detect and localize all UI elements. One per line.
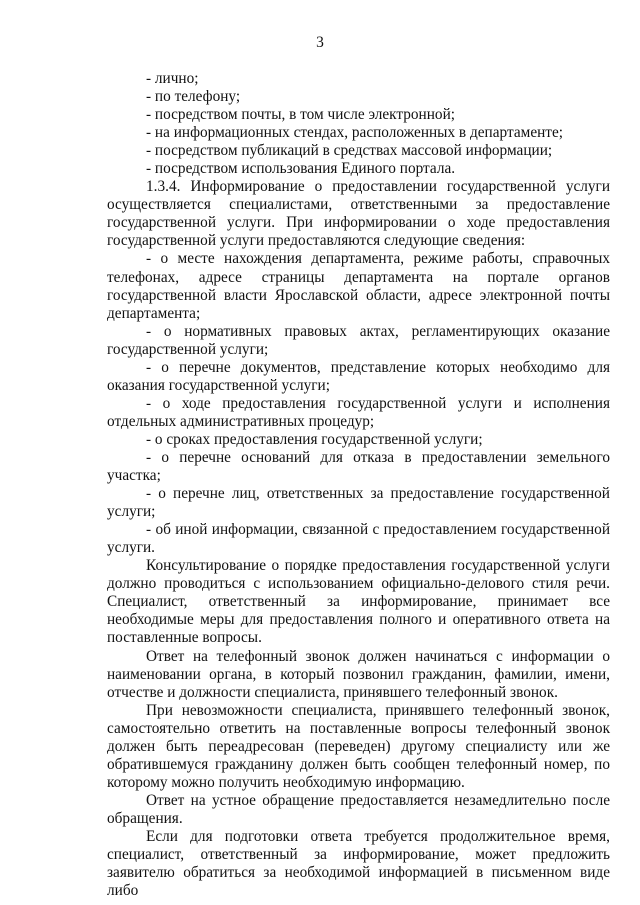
info-item-deadlines: - о сроках предоставления государственной услуги;	[146, 430, 483, 448]
list-item-by-phone: - по телефону;	[146, 88, 241, 106]
phone-answer-paragraph: Ответ на телефонный звонок должен начинаться с информации о наименовании органа, в который позвонил гражданин, фамилии, имени, отчестве и должности специалиста, принявшего телефонный звонок.	[107, 647, 610, 701]
call-redirect-paragraph: При невозможности специалиста, принявшего телефонный звонок, самостоятельно ответить на поставленные вопросы телефонный звонок должен быть переадресован (переведен) другому специалисту или же обратившемуся гражданину должен быть сообщен телефонный номер, по которому можно получить необходимую информацию.	[107, 701, 610, 791]
list-item-unified-portal: - посредством использования Единого портала.	[146, 160, 456, 178]
page-number: 3	[316, 34, 324, 51]
info-item-documents: - о перечне документов, представление которых необходимо для оказания государственной услуги;	[107, 358, 610, 394]
long-preparation-paragraph: Если для подготовки ответа требуется продолжительное время, специалист, ответственный за информирование, может предложить заявителю обратиться за необходимой информацией в письменном виде либо	[107, 827, 610, 900]
section-1-3-4-paragraph: 1.3.4. Информирование о предоставлении государственной услуги осуществляется специалистами, ответственными за предоставление государственной услуги. При информировании о ходе предоставления государственной услуги предоставляются следующие сведения:	[107, 178, 610, 250]
document-body	[107, 70, 610, 900]
info-item-progress: - о ходе предоставления государственной услуги и исполнения отдельных административных процедур;	[107, 394, 610, 430]
list-item-mass-media: - посредством публикаций в средствах массовой информации;	[146, 142, 553, 160]
list-item-by-mail: - посредством почты, в том числе электронной;	[146, 106, 456, 124]
info-item-refusal-grounds: - о перечне оснований для отказа в предоставлении земельного участка;	[107, 448, 610, 485]
list-item-in-person: - лично;	[146, 70, 199, 87]
oral-request-paragraph: Ответ на устное обращение предоставляется незамедлительно после обращения.	[107, 791, 610, 827]
info-item-responsible-persons: - о перечне лиц, ответственных за предоставление государственной услуги;	[107, 485, 610, 521]
consultation-paragraph: Консультирование о порядке предоставления государственной услуги должно проводиться с использованием официально-делового стиля речи. Специалист, ответственный за информирование, принимает все необходимые меры для предоставления полного и оперативного ответа на поставленные вопросы.	[107, 557, 610, 647]
info-item-other: - об иной информации, связанной с предоставлением государственной услуги.	[107, 521, 610, 557]
list-item-info-stands: - на информационных стендах, расположенных в департаменте;	[146, 124, 564, 142]
info-item-location: - о месте нахождения департамента, режиме работы, справочных телефонах, адресе страницы департамента на портале органов государственной власти Ярославской области, адресе электронной почты департамента;	[107, 250, 610, 322]
info-item-legal-acts: - о нормативных правовых актах, регламентирующих оказание государственной услуги;	[107, 322, 610, 358]
